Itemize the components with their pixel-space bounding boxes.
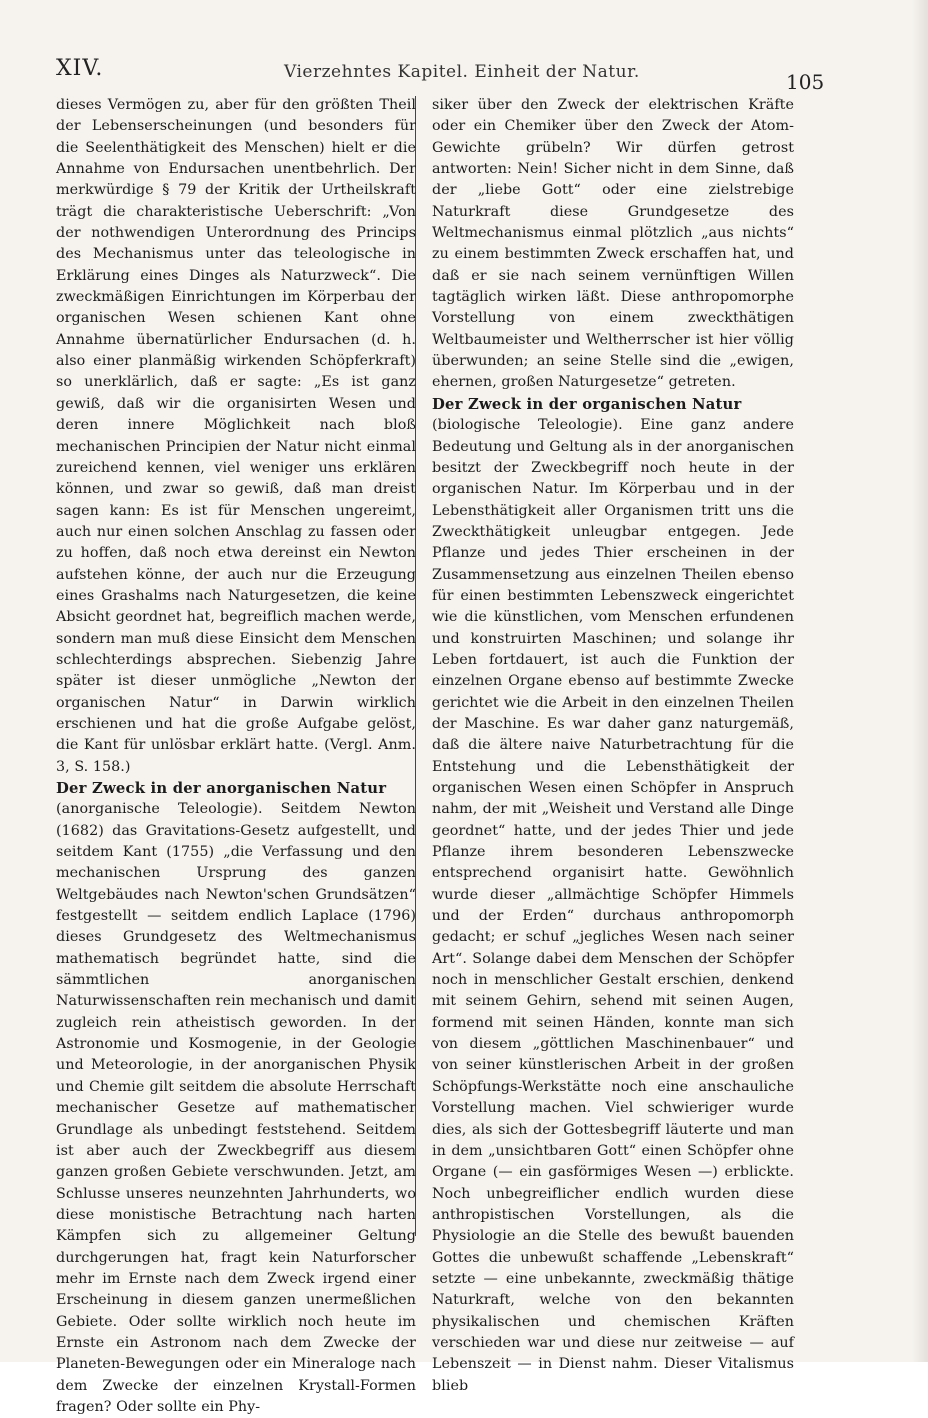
right-paragraph-2: (biologische Teleologie). Eine ganz andere Bedeutung und Geltung als in der anorganischen besitzt der Zweckbegriff noch heute in der organischen Natur. Im Körperbau und in der Lebensthätigkeit aller Organismen tritt uns die Zweckthätigkeit unleugbar entgegen. Jede Pflanze und jedes Thier erscheinen in der Zusammensetzung aus einzelnen Theilen ebenso für einen bestimmten Lebenszweck eingerichtet wie die künstlichen, vom Menschen erfundenen und konstruirten Maschinen; und solange ihr Leben fortdauert, ist auch die Funktion der einzelnen Organe ebenso auf bestimmte Zwecke gerichtet wie die Arbeit in den einzelnen Theilen der Maschine. Es war daher ganz naturgemäß, daß die ältere naive Naturbetrachtung für die Entstehung und die Lebensthätigkeit der organischen Wesen einen Schöpfer in Anspruch nahm, der mit „Weisheit und Verstand alle Dinge geordnet“ hatte, und der jedes Thier und jede Pflanze ihrem besonderen Lebenszwecke entsprechend organisirt hatte. Gewöhnlich wurde dieser „allmächtige Schöpfer Himmels und der Erden“ durchaus anthropomorph gedacht; er schuf „jegliches Wesen nach seiner Art“. Solange dabei dem Menschen der Schöpfer noch in menschlicher Gestalt erschien, denkend mit seinem Gehirn, sehend mit seinen Augen, formend mit seinen Händen, konnte man sich von diesem „göttlichen Maschinenbauer“ und von seiner künstlerischen Arbeit in der großen Schöpfungs-Werkstätte noch eine anschauliche Vorstellung machen. Viel schwieriger wurde dies, als sich der Gottesbegriff läuterte und man in dem „unsichtbaren Gott“ einen Schöpfer ohne Organe (— ein gasförmiges Wesen —) erblickte. Noch unbegreiflicher endlich wurden diese anthropistischen Vorstellungen, als die Physiologie an die Stelle des bewußt bauenden Gottes die unbewußt schaffende „Lebenskraft“ setzte — eine unbekannte, zweckmäßig thätige Naturkraft, welche von den bekannten physikalischen und chemischen Kräften verschieden war und diese nur zeitweise — auf Lebenszeit — in Dienst nahm. Dieser Vitalismus blieb	[432, 417, 794, 1394]
right-paragraph-1: siker über den Zweck der elektrischen Kräfte oder ein Chemiker über den Zweck der Atom-Gewichte grübeln? Wir dürfen getrost antworten: Nein! Sicher nicht in dem Sinne, daß der „liebe Gott“ oder eine zielstrebige Naturkraft diese Grundgesetze des Weltmechanismus einmal plötzlich „aus nichts“ zu einem bestimmten Zweck erschaffen hat, und daß er sie nach seinem vernünftigen Willen tagtäglich wirken läßt. Diese anthropomorphe Vorstellung von einem zweckthätigen Weltbaumeister und Weltherrscher ist hier völlig überwunden; an seine Stelle sind die „ewigen, ehernen, großen Naturgesetze“ getreten.	[432, 97, 794, 391]
left-paragraph-2: (anorganische Teleologie). Seitdem Newton (1682) das Gravitations-Gesetz aufgestellt, und seitdem Kant (1755) „die Verfassung und den mechanischen Ursprung des ganzen Weltgebäudes nach Newton'schen Grundsätzen“ festgestellt — seitdem endlich Laplace (1796) dieses Grundgesetz des Weltmechanismus mathematisch begründet hatte, sind die sämmtlichen anorganischen Naturwissenschaften rein mechanisch und damit zugleich rein atheistisch geworden. In der Astronomie und Kosmogenie, in der Geologie und Meteorologie, in der anorganischen Physik und Chemie gilt seitdem die absolute Herrschaft mechanischer Gesetze auf mathematischer Grundlage als unbedingt feststehend. Seitdem ist aber auch der Zweckbegriff aus diesem ganzen großen Gebiete verschwunden. Jetzt, am Schlusse unseres neunzehnten Jahrhunderts, wo diese monistische Betrachtung nach harten Kämpfen sich zu allgemeiner Geltung durchgerungen hat, fragt kein Naturforscher mehr im Ernste nach dem Zweck irgend einer Erscheinung in diesem ganzen unermeßlichen Gebiete. Oder sollte wirklich noch heute im Ernste ein Astronom nach dem Zwecke der Planeten-Bewegungen oder ein Mineraloge nach dem Zwecke der einzelnen Krystall-Formen fragen? Oder sollte ein Phy-	[56, 801, 416, 1415]
running-title: Vierzehntes Kapitel. Einheit der Natur.	[284, 62, 640, 82]
section-heading-organic: Der Zweck in der organischen Natur	[432, 395, 742, 413]
left-column	[56, 95, 416, 1415]
chapter-number: XIV.	[56, 56, 104, 81]
left-paragraph-1: dieses Vermögen zu, aber für den größten Theil der Lebenserscheinungen (und besonders für die Seelenthätigkeit des Menschen) hielt er die Annahme von Endursachen unentbehrlich. Der merkwürdige § 79 der Kritik der Urtheilskraft trägt die charakteristische Ueberschrift: „Von der nothwendigen Unterordnung des Princips des Mechanismus unter das teleologische in Erklärung eines Dinges als Naturzweck“. Die zweckmäßigen Einrichtungen im Körperbau der organischen Wesen schienen Kant ohne Annahme übernatürlicher Endursachen (d. h. also einer planmäßig wirkenden Schöpferkraft) so unerklärlich, daß er sagte: „Es ist ganz gewiß, daß wir die organisirten Wesen und deren innere Möglichkeit nach bloß mechanischen Principien der Natur nicht einmal zureichend kennen, viel weniger uns erklären können, und zwar so gewiß, daß man dreist sagen kann: Es ist für Menschen ungereimt, auch nur einen solchen Anschlag zu fassen oder zu hoffen, daß noch etwa dereinst ein Newton aufstehen könne, der auch nur die Erzeugung eines Grashalms nach Naturgesetzen, die keine Absicht geordnet hat, begreiflich machen werde, sondern man muß diese Einsicht dem Menschen schlechterdings absprechen. Siebenzig Jahre später ist dieser unmögliche „Newton der organischen Natur“ in Darwin wirklich erschienen und hat die große Aufgabe gelöst, die Kant für unlösbar erklärt hatte. (Vergl. Anm. 3, S. 158.)	[56, 97, 416, 775]
page-header	[56, 56, 825, 94]
section-heading-inorganic: Der Zweck in der anorganischen Natur	[56, 780, 387, 797]
right-column	[432, 95, 794, 1394]
page-number: 105	[786, 70, 825, 94]
